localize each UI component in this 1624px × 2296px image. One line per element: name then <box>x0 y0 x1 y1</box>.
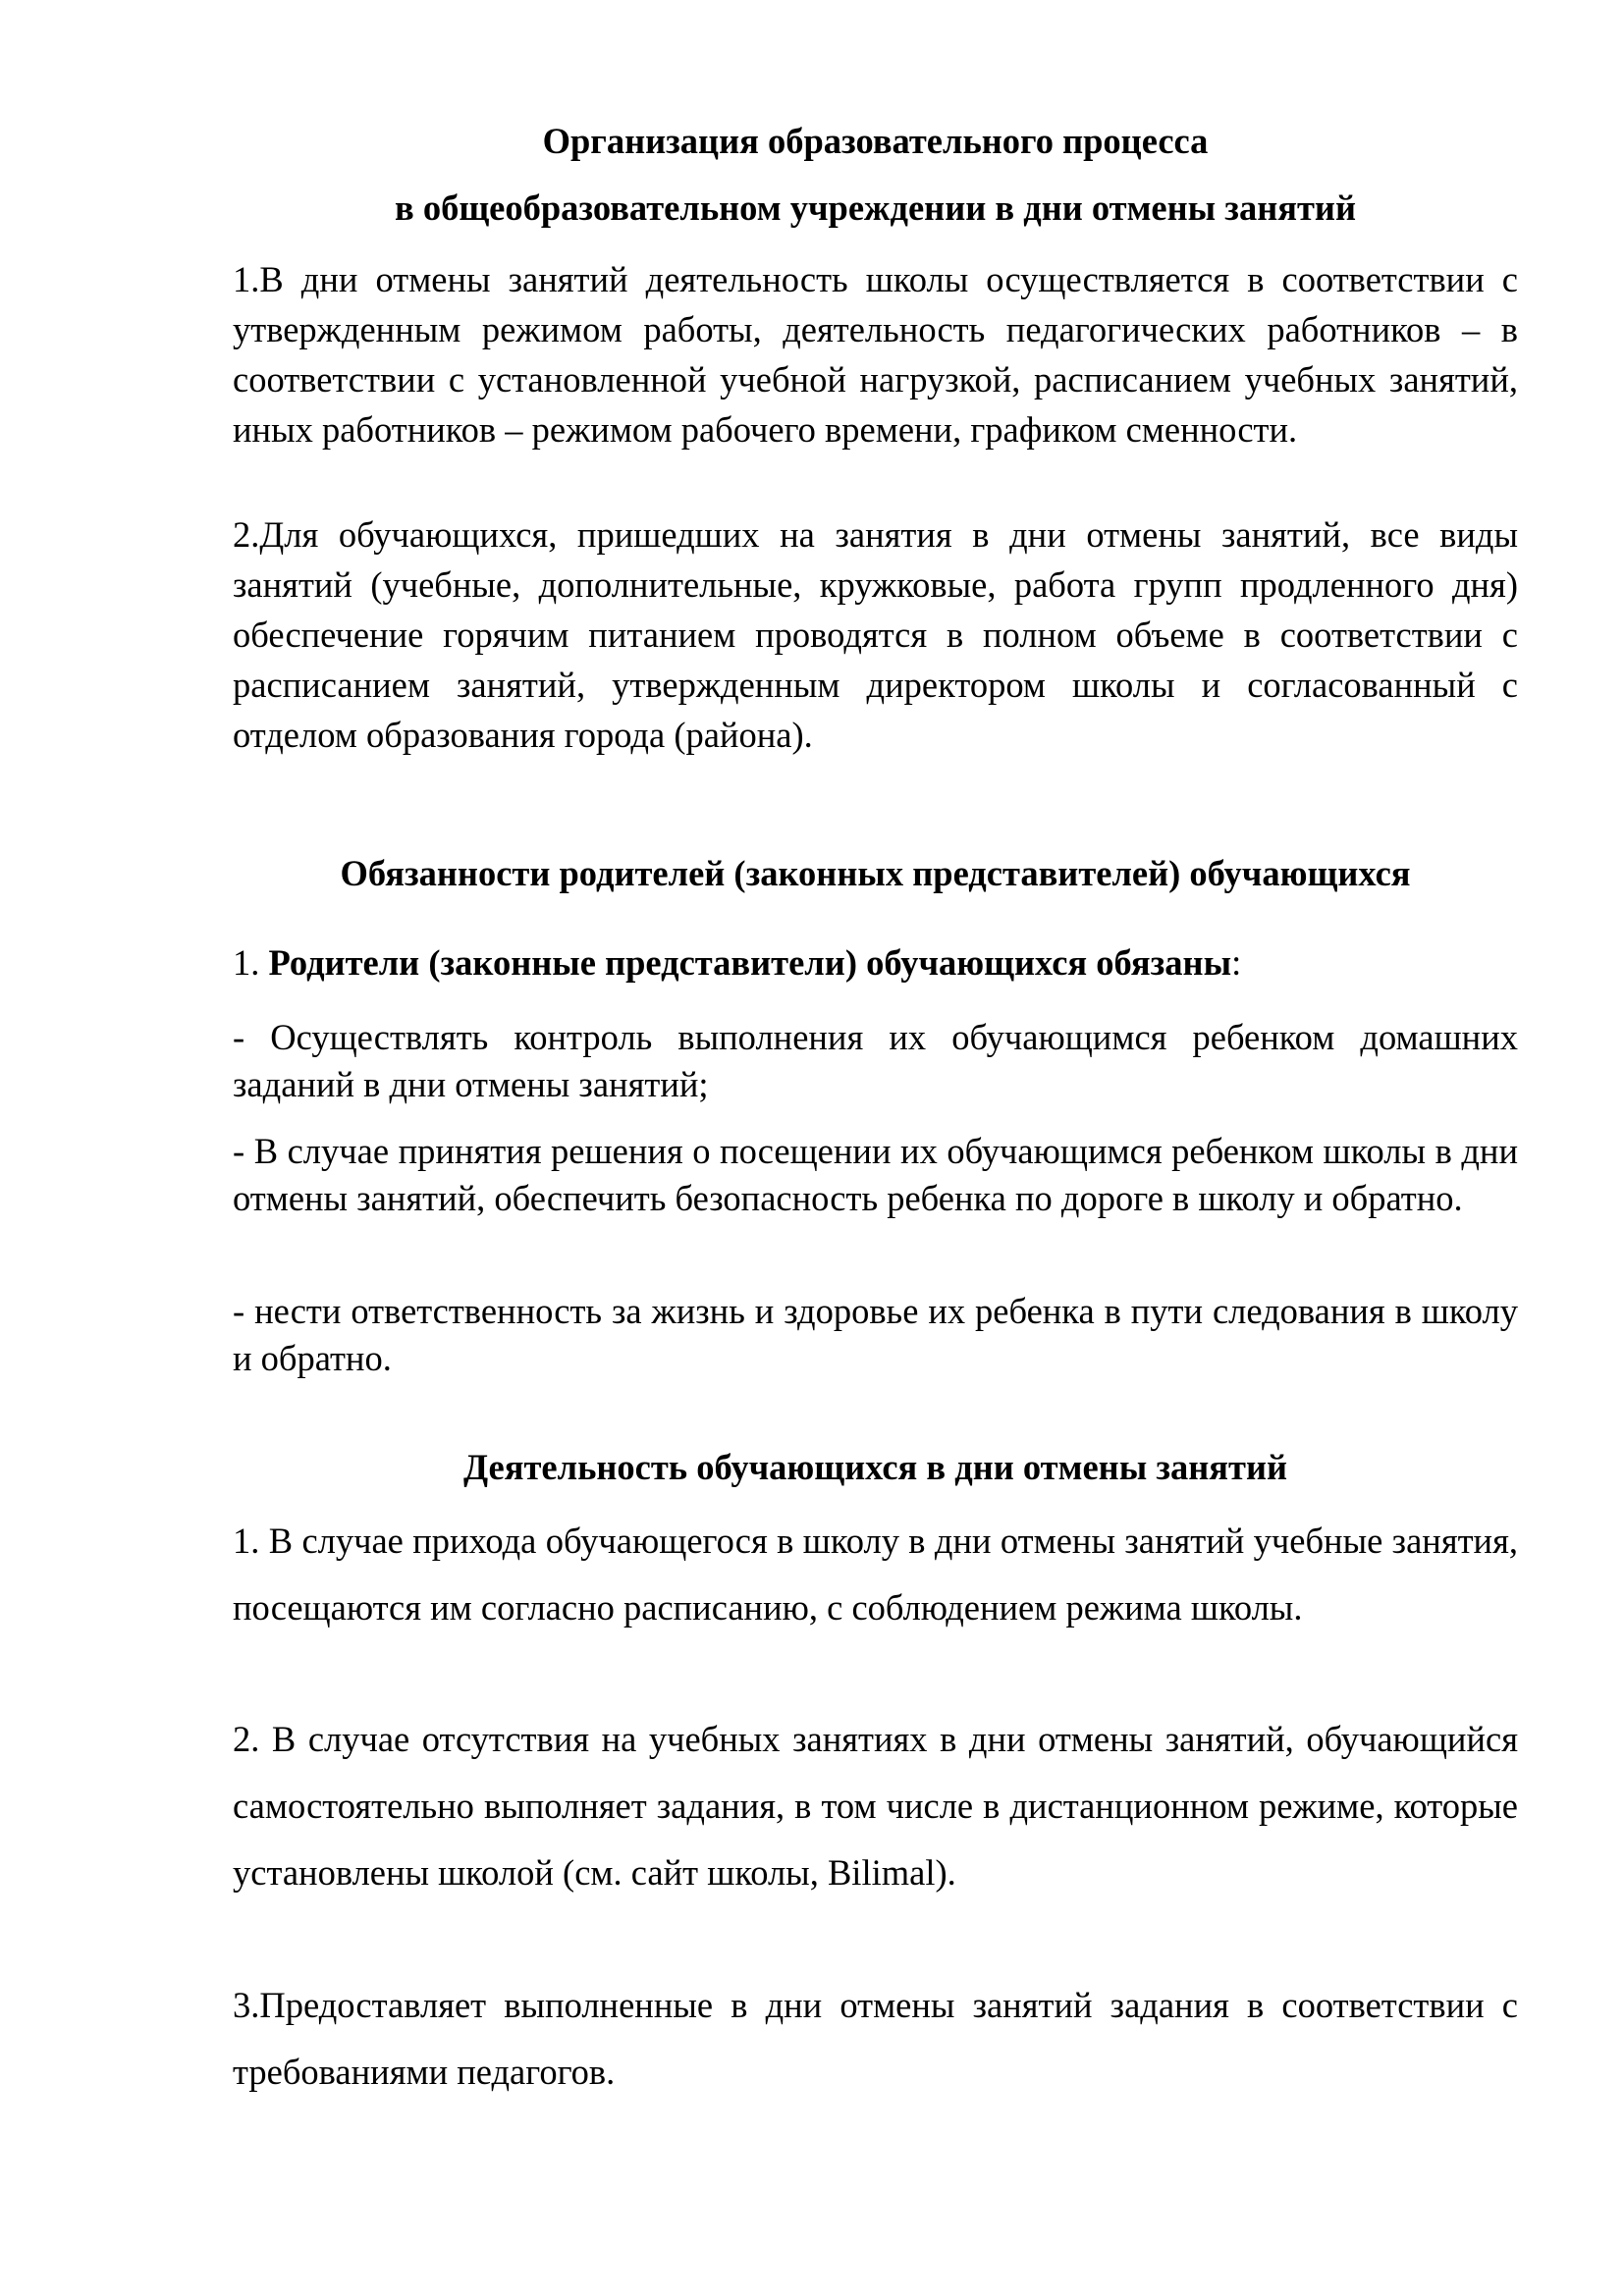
section2-item-3: - нести ответственность за жизнь и здоровье их ребенка в пути следования в школу и обратно. <box>233 1291 1518 1378</box>
section2-item-2: - В случае принятия решения о посещении их обучающимся ребенком школы в дни отмены занятий, обеспечить безопасность ребенка по дороге в школу и обратно. <box>233 1131 1518 1218</box>
section2-lead-number: 1. <box>233 942 269 983</box>
section3-title: Деятельность обучающихся в дни отмены занятий <box>462 1447 1288 1487</box>
section2-item-1: - Осуществлять контроль выполнения их обучающимся ребенком домашних заданий в дни отмены занятий; <box>233 1017 1518 1104</box>
section3-paragraph-3: 3.Предоставляет выполненные в дни отмены занятий задания в соответствии с требованиями педагогов. <box>233 1985 1518 2092</box>
section2-lead-bold: Родители (законные представители) обучающихся обязаны <box>268 942 1232 983</box>
section3-paragraph-1: 1. В случае прихода обучающегося в школу в дни отмены занятий учебные занятия, посещаются им согласно расписанию, с соблюдением режима школы. <box>233 1521 1518 1628</box>
section2-title: Обязанности родителей (законных представителей) обучающихся <box>340 853 1411 893</box>
section1-paragraph-1: 1.В дни отмены занятий деятельность школы осуществляется в соответствии с утвержденным режимом работы, деятельность педагогических работников – в соответствии с установленной учебной нагрузкой, расписанием учебных занятий, иных работников – режимом рабочего времени, графиком сменности. <box>233 259 1518 450</box>
section2-lead-suffix: : <box>1231 942 1242 983</box>
section1-title-line1: Организация образовательного процесса <box>542 121 1209 161</box>
section1-paragraph-2: 2.Для обучающихся, пришедших на занятия в дни отмены занятий, все виды занятий (учебные, дополнительные, кружковые, работа групп продленного дня) обеспечение горячим питанием проводятся в полном объеме в соответствии с расписанием занятий, утвержденным директором школы и согласованный с отделом образования города (района). <box>233 514 1518 755</box>
section1-title-line2: в общеобразовательном учреждении в дни отмены занятий <box>395 187 1356 228</box>
section2-lead <box>233 937 1518 988</box>
section3-paragraph-2: 2. В случае отсутствия на учебных занятиях в дни отмены занятий, обучающийся самостоятельно выполняет задания, в том числе в дистанционном режиме, которые установлены школой (см. сайт школы, Bilimal). <box>233 1719 1518 1893</box>
